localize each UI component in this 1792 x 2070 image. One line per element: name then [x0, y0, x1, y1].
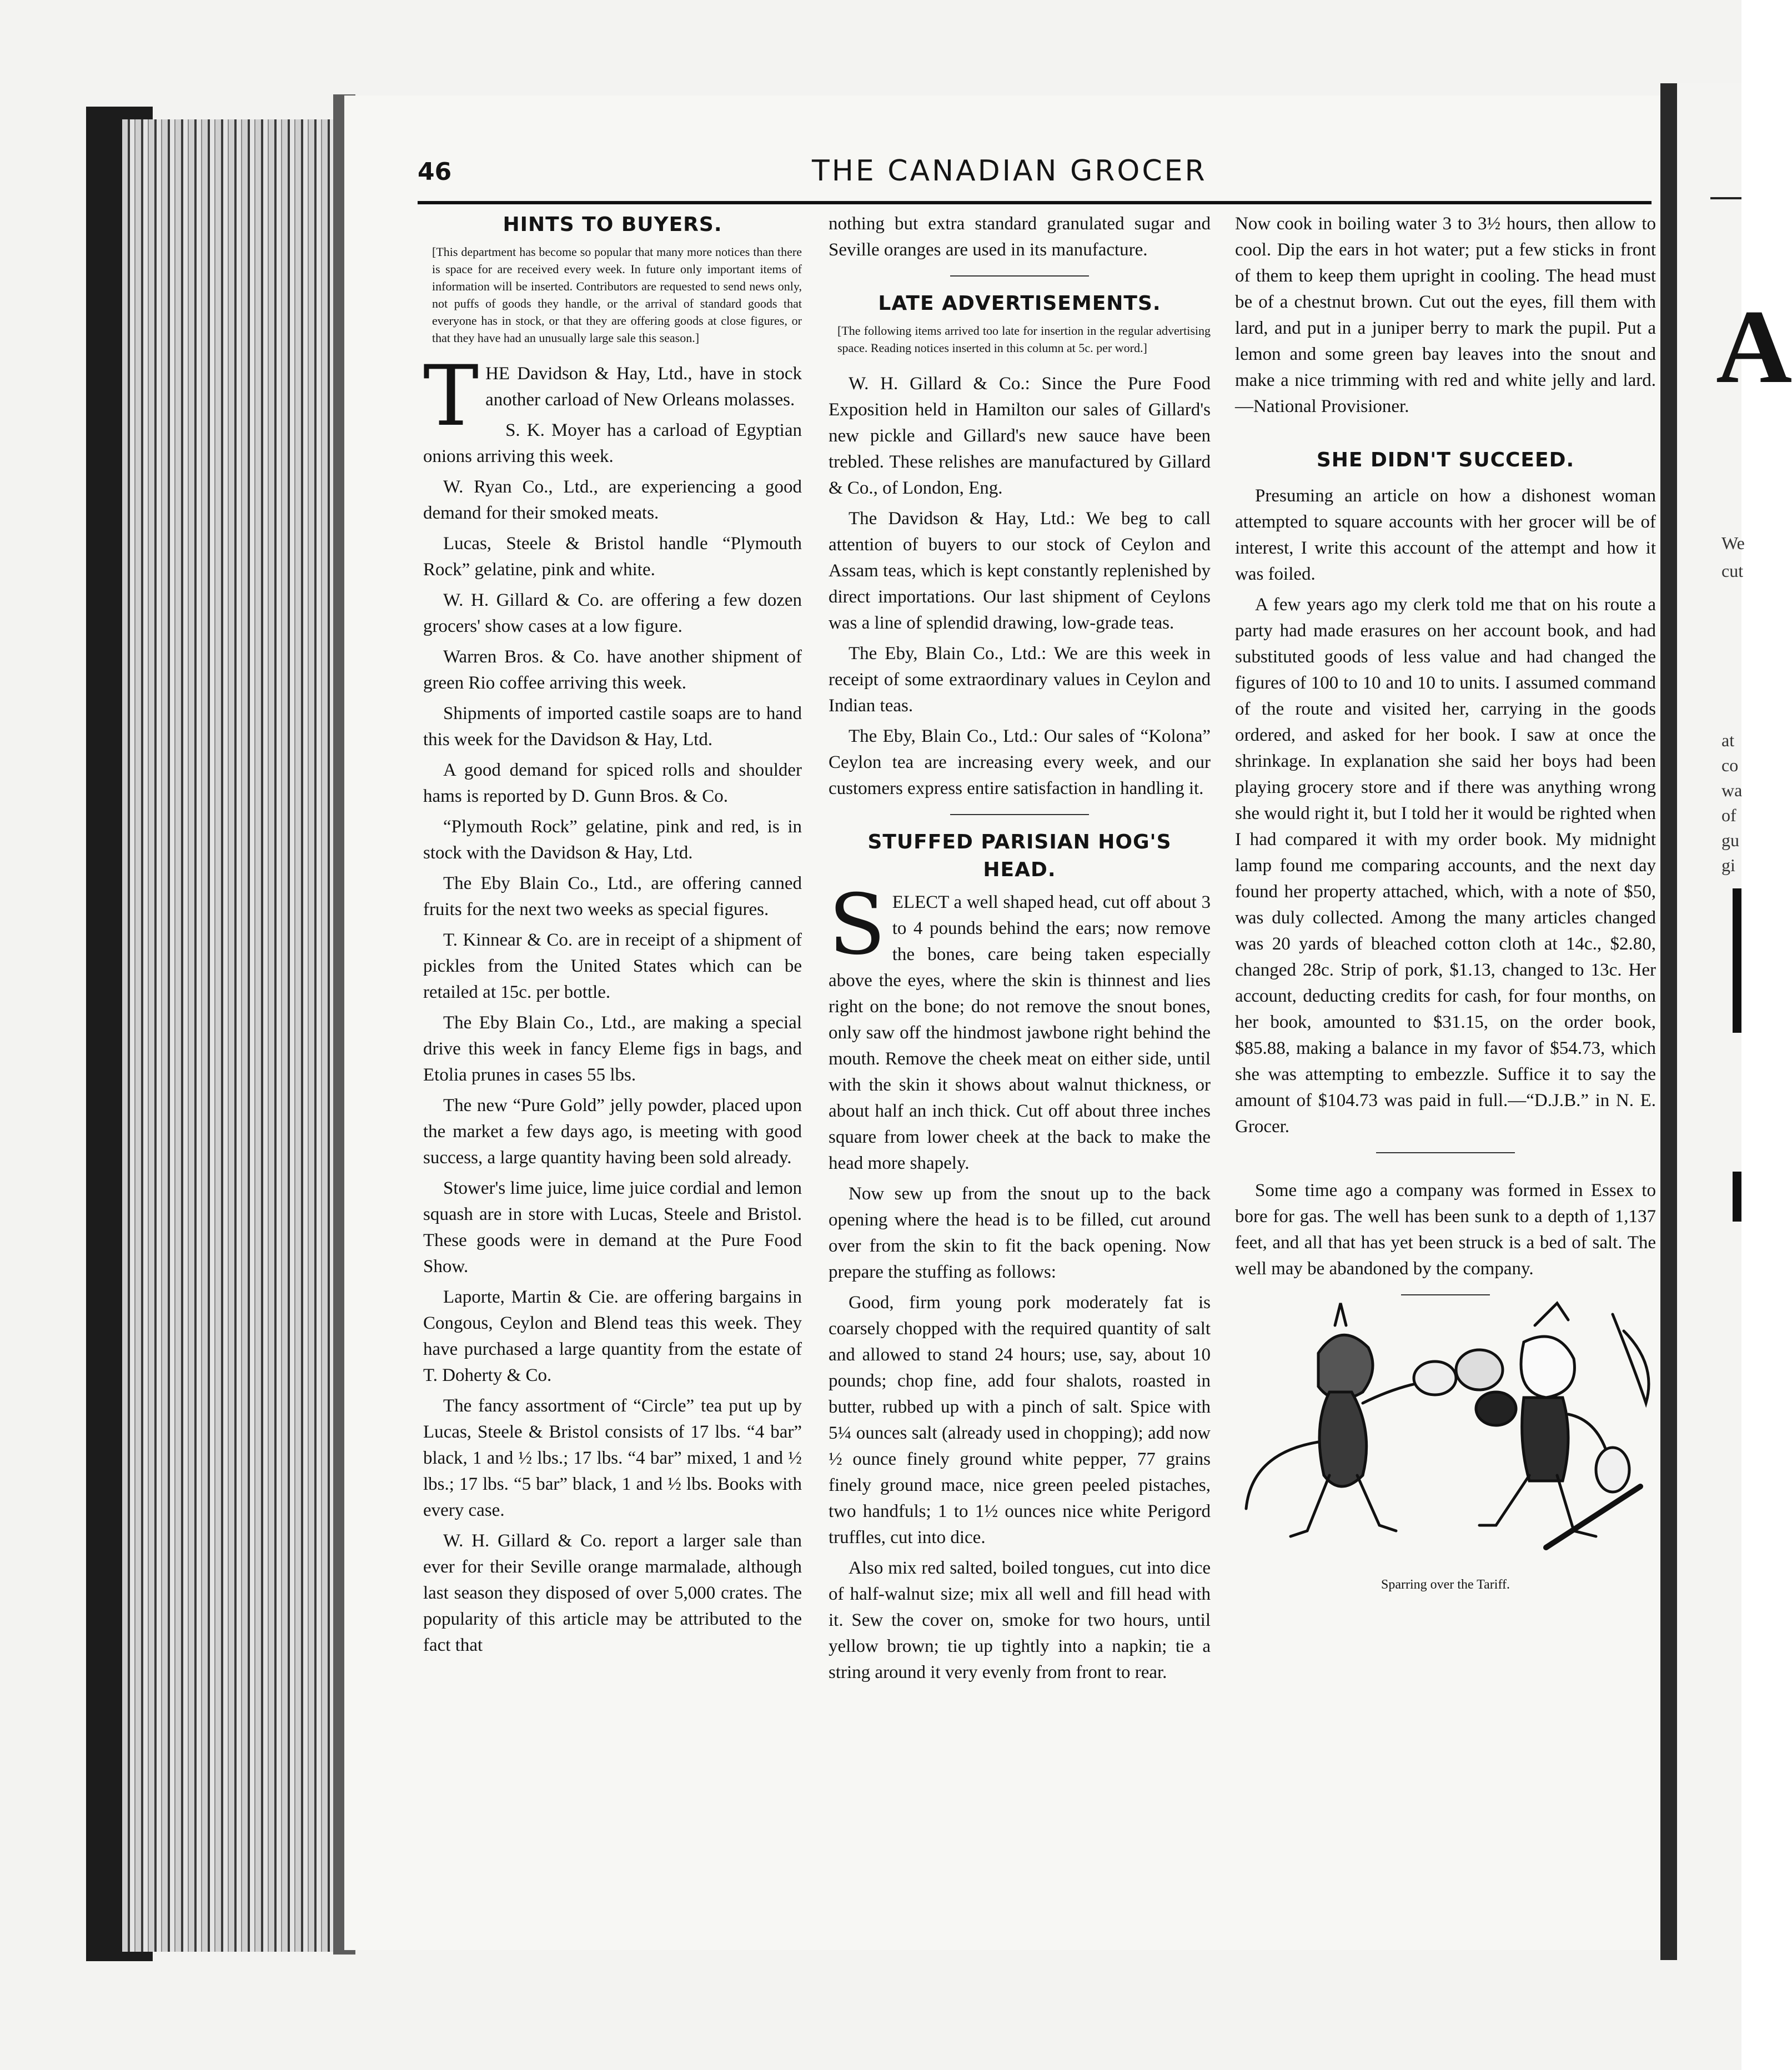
hints-item: W. H. Gillard & Co. are offering a few dozen grocers' show cases at a low figure.	[423, 590, 802, 636]
hints-item: Shipments of imported castile soaps are to hand this week for the Davidson & Hay, Ltd.	[423, 704, 802, 750]
adjacent-page-word: gu	[1721, 830, 1739, 850]
page-fold-shadow	[1660, 83, 1677, 1960]
pointer-line	[1613, 1314, 1649, 1403]
late-ad-item: The Eby, Blain Co., Ltd.: We are this week in receipt of some extraordinary values in Ceylon and Indian teas.	[829, 644, 1211, 716]
left-figure-leg	[1291, 1475, 1329, 1536]
illustration-caption: Sparring over the Tariff.	[1381, 1577, 1510, 1592]
adjacent-page-initial: A	[1716, 289, 1792, 405]
adjacent-page-word: cut	[1721, 561, 1744, 581]
adjacent-page-rule-vertical	[1733, 1172, 1741, 1222]
essex-paragraph: Some time ago a company was formed in Essex to bore for gas. The well has been sunk to a depth of 1,137 feet, and all that has yet been struck is a bed of salt. The well may be abandoned by the company.	[1235, 1180, 1656, 1279]
late-ad-item: The Davidson & Hay, Ltd.: We beg to call attention of buyers to our stock of Ceylon and Assam teas, which is kept constantly replenished by direct importations. Our last shipment of Ceylons was a line of splendid drawing, low-grade teas.	[829, 509, 1211, 633]
hints-item: The new “Pure Gold” jelly powder, placed upon the market a few days ago, is meeting with good success, a large quantity having been sold already.	[423, 1096, 802, 1168]
section-separator	[950, 814, 1089, 815]
drop-cap: S	[829, 877, 886, 973]
hints-continuation: nothing but extra standard granulated sugar and Seville oranges are used in its manufacture.	[829, 214, 1211, 260]
right-figure-head	[1521, 1337, 1574, 1398]
hints-heading: HINTS TO BUYERS.	[503, 213, 722, 236]
hogs-head-paragraph	[829, 877, 1211, 1177]
late-ads-note: [The following items arrived too late for insertion in the regular advertising space. Reading notices inserted in this column at 5c. per word.]	[837, 324, 1211, 355]
cartoon-illustration	[1235, 1309, 1656, 1592]
hogs-head-paragraph: Good, firm young pork moderately fat is coarsely chopped with the required quantity of salt and allowed to stand 24 hours; use, say, about 10 pounds; chop fine, add four shalots, roasted in butter, rubbed up with a pinch of salt. Spice with 5¼ ounces salt (already used in chopping); add now ½ ounce finely ground white pepper, 77 grains finely ground mace, nice green peeled pistaches, two handfuls; 1 to 1½ ounces nice white Perigord truffles, cut into dice.	[829, 1293, 1211, 1548]
succeed-paragraph: A few years ago my clerk told me that on his route a party had made erasures on her account book, and had substituted goods of less value and had changed the figures of 100 to 10 and 10 to units. I assumed command of the route and visited her, carrying in the goods ordered, and asked for her book. I saw at once the shrinkage. In explanation she said her boys had been playing grocery store and if there was anything wrong she would right it, but I told her it would be righted when I had compared it with my order book. My midnight lamp found me comparing accounts, and the next day found her property attached, which, with a note of $50, was duly collected. Among the many articles changed was 20 yards of bleached cotton cloth at 14c., $2.80, changed 28c. Strip of pork, $1.13, changed to 13c. Her account, deducting credits for cash, for four months, on her book, amounted to $31.15, on the order book, $85.88, making a balance in my favor of $54.73, which she was attempting to embezzle. Suffice it to say the amount of $104.73 was paid in full.—“D.J.B.” in N. E. Grocer.	[1235, 595, 1656, 1137]
right-figure-body	[1522, 1398, 1568, 1481]
adjacent-page-word: wa	[1721, 780, 1743, 800]
sparring-cartoon	[1235, 1309, 1656, 1564]
right-glove	[1456, 1350, 1503, 1390]
hints-item: W. Ryan Co., Ltd., are experiencing a good demand for their smoked meats.	[423, 477, 802, 523]
hints-item: Warren Bros. & Co. have another shipment of green Rio coffee arriving this week.	[423, 647, 802, 693]
hints-item: T. Kinnear & Co. are in receipt of a shipment of pickles from the United States which can be retailed at 15c. per bottle.	[423, 930, 802, 1002]
adjacent-page-word: gi	[1721, 855, 1735, 875]
hints-item: The Eby Blain Co., Ltd., are offering canned fruits for the next two weeks as special figures.	[423, 873, 802, 920]
spacer	[1235, 1167, 1656, 1178]
succeed-heading: SHE DIDN'T SUCCEED.	[1316, 449, 1575, 471]
column-1	[423, 211, 802, 1663]
drop-cap: T	[423, 348, 479, 445]
page-header	[418, 154, 1662, 193]
hogs-head-paragraph: Also mix red salted, boiled tongues, cut into dice of half-walnut size; mix all well and fill head with it. Sew the cover on, smoke for two hours, until yellow brown; tie up tightly into a napkin; tie a string around it very evenly from front to rear.	[829, 1558, 1211, 1682]
column-3	[1235, 211, 1656, 1592]
succeed-paragraph: Presuming an article on how a dishonest woman attempted to square accounts with her grocer will be of interest, I write this account of the attempt and how it was foiled.	[1235, 486, 1656, 584]
section-separator	[950, 275, 1089, 277]
late-ad-item: The Eby, Blain Co., Ltd.: Our sales of “Kolona” Ceylon tea are increasing every week, and our customers express entire satisfaction in handling it.	[829, 726, 1211, 798]
page-stack-edges	[122, 119, 344, 1952]
hints-item: Lucas, Steele & Bristol handle “Plymouth Rock” gelatine, pink and white.	[423, 534, 802, 580]
late-ads-heading: LATE ADVERTISEMENTS.	[878, 292, 1161, 315]
header-rule	[418, 201, 1652, 204]
hints-item: The fancy assortment of “Circle” tea put up by Lucas, Steele & Bristol consists of 17 lbs. “4 bar” black, 1 and ½ lbs.; 17 lbs. “4 bar” mixed, 1 and ½ lbs.; 17 lbs. “5 bar” black, 1 and ½ lbs. Books with every case.	[423, 1396, 802, 1520]
section-separator	[1376, 1152, 1515, 1153]
adjacent-page-word: at	[1721, 730, 1735, 750]
left-figure-body	[1319, 1392, 1367, 1486]
hogs-head-continuation: Now cook in boiling water 3 to 3½ hours, then allow to cool. Dip the ears in hot water; put a few sticks in front of them to keep them upright in cooling. The head must be of a chestnut brown. Cut out the eyes, fill them with lard, and put in a juniper berry to mark the pupil. Put a lemon and some green bay leaves into the snout and make a nice trimming with red and white jelly and lard.—National Provisioner.	[1235, 214, 1656, 416]
adjacent-page-word: of	[1721, 805, 1736, 825]
hints-item: The Eby Blain Co., Ltd., are making a special drive this week in fancy Eleme figs in bags, and Etolia prunes in cases 55 lbs.	[423, 1013, 802, 1085]
running-title: THE CANADIAN GROCER	[812, 154, 1207, 188]
spacer	[1235, 424, 1656, 446]
right-figure-hat	[1535, 1303, 1568, 1325]
column-2	[829, 211, 1211, 1690]
section-separator	[1401, 1294, 1490, 1295]
hints-editor-note: [This department has become so popular that many more notices than there is space for are received every week. In future only important items of information will be inserted. Contributors are requested to send news only, not puffs of goods they handle, or the arrival of standard goods that everyone has in stock, or that they are offering goods at close figures, or that they have had an unusually large sale this season.]	[432, 245, 802, 345]
adjacent-page-rule-vertical	[1733, 888, 1741, 1033]
left-figure-head	[1318, 1335, 1373, 1399]
right-glove	[1476, 1392, 1516, 1425]
hints-item: A good demand for spiced rolls and shoulder hams is reported by D. Gunn Bros. & Co.	[423, 760, 802, 806]
left-glove	[1414, 1361, 1456, 1395]
cane	[1546, 1486, 1640, 1548]
hogs-head-paragraph: Now sew up from the snout up to the back opening where the head is to be filled, cut around over from the skin to fit the back opening. Now prepare the stuffing as follows:	[829, 1184, 1211, 1282]
left-figure-hat	[1335, 1303, 1346, 1325]
late-ad-item: W. H. Gillard & Co.: Since the Pure Food Exposition held in Hamilton our sales of Gillard's new pickle and Gillard's new sauce have been trebled. These relishes are manufactured by Gillard & Co., of London, Eng.	[829, 374, 1211, 498]
hints-item: W. H. Gillard & Co. report a larger sale than ever for their Seville orange marmalade, although last season they disposed of over 5,000 crates. The popularity of this article may be attributed to the fact that	[423, 1531, 802, 1655]
left-figure-leg	[1357, 1475, 1396, 1531]
hints-item: S. K. Moyer has a carload of Egyptian onions arriving this week.	[423, 420, 802, 466]
left-figure-tail	[1246, 1442, 1318, 1509]
spacer	[1235, 474, 1656, 483]
right-figure-arm	[1568, 1414, 1607, 1453]
adjacent-page-fragment	[1677, 83, 1792, 1960]
hints-item: Stower's lime juice, lime juice cordial and lemon squash are in store with Lucas, Steele and Bristol. These goods were in demand at the Pure Food Show.	[423, 1178, 802, 1277]
adjacent-page-word: co	[1721, 755, 1739, 775]
hogs-head-heading: STUFFED PARISIAN HOG'S HEAD.	[867, 831, 1172, 881]
adjacent-page-word: We	[1721, 533, 1745, 553]
hints-item: “Plymouth Rock” gelatine, pink and red, is in stock with the Davidson & Hay, Ltd.	[423, 817, 802, 863]
hints-item-text: HE Davidson & Hay, Ltd., have in stock another carload of New Orleans molasses.	[485, 364, 802, 410]
page-number: 46	[418, 158, 452, 186]
hints-item: Laporte, Martin & Cie. are offering bargains in Congous, Ceylon and Blend teas this week. They have purchased a large quantity from the estate of T. Doherty & Co.	[423, 1287, 802, 1385]
money-bag	[1596, 1448, 1629, 1492]
adjacent-page-rule	[1710, 197, 1741, 199]
hogs-head-paragraph-text: ELECT a well shaped head, cut off about 3 to 4 pounds behind the ears; now remove the bones, care being taken especially above the eyes, where the skin is thinnest and lies right on the bone; do not remove the snout bones, only saw off the hindmost jawbone right behind the mouth. Remove the cheek meat on either side, until with the skin it shows about walnut thickness, or about half an inch thick. Cut off about three inches square from lower cheek at the back to make the head more shapely.	[829, 892, 1211, 1173]
right-figure-leg	[1479, 1475, 1529, 1525]
